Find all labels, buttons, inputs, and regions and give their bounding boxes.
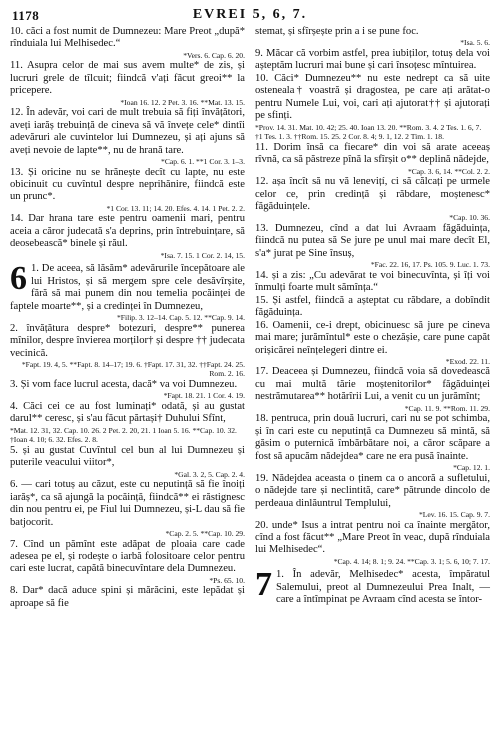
verse-6-4: 4. Căci cei ce au fost luminați* odată, și au gustat darul** ceresc, și s'au făcut părtași† Duhului Sfînt, — [10, 400, 245, 425]
cross-reference: *Cap. 12. 1. — [453, 463, 490, 473]
verse-6-13: 13. Dumnezeu, cînd a dat lui Avraam făgăduința, fiindcă nu putea să Se jure pe unul mai mare decît El, s'a* jurat pe Sine însuș, — [255, 222, 490, 259]
verse-6-1: 1. De aceea, să lăsăm* adevărurile începătoare ale lui Hristos, și să mergem spre cele desăvîrșite, fără să mai punem din nou temelia pocăinței de faptele moarte**, și a credinței în Dumnezeu, — [10, 263, 245, 312]
cross-reference: *Cap. 10. 36. — [449, 213, 490, 223]
verse-6-20: 20. unde* Isus a intrat pentru noi ca înainte mergător, cînd a fost făcut** „Mare Preot în veac, după rînduiala lui Melhisedec“. — [255, 519, 490, 556]
page-number: 1178 — [12, 8, 40, 23]
verse-5-12: 12. În adevăr, voi cari de mult trebuia să fiți învățători, aveți iarăș trebuință de cineva să vă învețe cele* dintîi adevăruri ale cuvintelor lui Dumnezeu, și ați ajuns să aveți nevoie de lapte**, nu de hrană tare. — [10, 107, 245, 156]
verse-6-18: 18. pentruca, prin două lucruri, cari nu se pot schimba, și în cari este cu neputință ca Dumnezeu să mintă, să găsim o puternică îmbărbătare noi, a căror scăpare a fost să apucăm nădejdea* care ne era pusă înainte. — [255, 413, 490, 462]
page-header — [10, 6, 490, 24]
cross-reference: *Exod. 22. 11. — [445, 356, 490, 366]
cross-reference: *Vers. 6. Cap. 6. 20. — [183, 50, 245, 60]
cross-reference: *Fapt. 19. 4, 5. **Fapt. 8. 14–17; 19. 6. †Fapt. 17. 31, 32. ††Fapt. 24. 25. Rom. 2. 16. — [21, 359, 245, 379]
verse-6-15: 15. Și astfel, fiindcă a așteptat cu răbdare, a dobîndit făgăduința. — [255, 294, 490, 319]
cross-reference: *Isa. 7. 15. 1 Cor. 2. 14, 15. — [160, 250, 245, 260]
cross-reference: *Cap. 4. 14; 8. 1; 9. 24. **Cap. 3. 1; 5. 6, 10; 7. 17. — [333, 556, 490, 566]
running-title: EVREI 5, 6, 7. — [192, 7, 308, 22]
verse-6-17: 17. Deaceea și Dumnezeu, fiindcă voia să dovedească cu mai multă tărie moștenitorilor* făgăduinței nestrămutarea** hotărîrii Lui, a venit cu un jurămînt; — [255, 366, 490, 403]
text-columns — [10, 26, 490, 610]
verse-6-10: 10. Căci* Dumnezeu** nu este nedrept ca să uite osteneala† voastră și dragostea, pe care ați arătat-o pentru Numele Lui, voi, cari ați ajutorat†† și ajutorați pe sfinți. — [255, 72, 490, 122]
verse-5-14: 14. Dar hrana tare este pentru oamenii mari, pentru aceia a căror judecată s'a deprins, prin întrebuințare, să deosebească* binele și răul. — [10, 213, 245, 250]
cross-reference: *Fapt. 18. 21. 1 Cor. 4. 19. — [163, 391, 245, 401]
cross-reference: *Ps. 65. 10. — [209, 575, 245, 585]
verse-6-8: 8. Dar* dacă aduce spini și mărăcini, este lepădat și aproape să fie — [10, 585, 245, 609]
cross-reference: *Fac. 22. 16, 17. Ps. 105. 9. Luc. 1. 73. — [370, 260, 490, 270]
cross-reference: *Cap. 11. 9. **Rom. 11. 29. — [404, 403, 490, 413]
right-column — [255, 26, 490, 610]
verse-6-14: 14. și a zis: „Cu adevărat te voi binecuvînta, și îți voi înmulți foarte mult sămînța.“ — [255, 269, 490, 294]
cross-reference: *1 Cor. 13. 11; 14. 20. Efes. 4. 14. 1 Pet. 2. 2. — [106, 203, 245, 213]
verse-6-16: 16. Oamenii, ce-i drept, obicinuesc să jure pe cineva mai mare; jurămîntul* este o chezășie, care pune capăt orișicărei neînțelegeri dintre ei. — [255, 319, 490, 356]
verse-6-19: 19. Nădejdea aceasta o ținem ca o ancoră a sufletului, o nădejde tare și neclintită, care* pătrunde dincolo de perdeaua dinlăuntrul Templului, — [255, 472, 490, 509]
cross-reference: *Lev. 16. 15. Cap. 9. 7. — [418, 510, 490, 519]
verse-6-12: 12. așa încît să nu vă lenevițí, ci să călcați pe urmele celor ce, prin credință și răbdare, moștenesc* făgăduințele. — [255, 176, 490, 212]
left-column — [10, 26, 245, 610]
verse-6-2: 2. învățătura despre* botezuri, despre** punerea mînilor, despre învierea morților† și despre †† judecata vecinică. — [10, 322, 245, 359]
cross-reference: *Prov. 14. 31. Mat. 10. 42; 25. 40. Ioan 13. 20. **Rom. 3. 4. 2 Tes. 1. 6, 7. †1 Tes. 1. 3. ††Rom. 15. 25. 2 Cor. 8. 4; 9. 1, 12. 2 Tim. 1. 18. — [255, 122, 482, 142]
chapter-number: 6 — [10, 260, 27, 298]
verse-6-3: 3. Și vom face lucrul acesta, dacă* va voi Dumnezeu. — [10, 378, 238, 390]
verse-5-10: 10. căci a fost numit de Dumnezeu: Mare Preot „după* rînduiala lui Melhisedec.“ — [10, 26, 245, 50]
cross-reference: *Gal. 3. 2, 5. Cap. 2. 4. — [174, 469, 245, 479]
verse-6-11: 11. Dorim însă ca fiecare* din voi să arate aceeaș rîvnă, ca să păstreze pînă la sfîrșit o** deplină nădejde, — [255, 141, 490, 166]
verse-6-5: 5. și au gustat Cuvîntul cel bun al lui Dumnezeu și puterile veacului viitor*, — [10, 444, 245, 469]
verse-6-6: 6. — cari totuș au căzut, este cu neputință să fie înoiți iarăș*, ca să ajungă la pocăință, fiindcă** ei răstignesc din nou pentru ei, pe Fiul lui Dumnezeu, și-L dau să fie batjocorit. — [10, 479, 245, 528]
verse-6-8-cont: stemat, și sfîrșește prin a i se pune foc. — [255, 26, 419, 37]
chapter-7-start — [255, 566, 490, 606]
chapter-number: 7 — [255, 566, 272, 604]
verse-6-9: 9. Măcar că vorbim astfel, prea iubiților, totuș dela voi așteptăm lucruri mai bune și cari însoțesc mîntuirea. — [255, 47, 490, 72]
cross-reference: *Cap. 6. 1. **1 Cor. 3. 1–3. — [161, 157, 245, 167]
cross-reference: *Ioan 16. 12. 2 Pet. 3. 16. **Mat. 13. 15. — [120, 97, 245, 107]
chapter-6-start — [10, 260, 245, 313]
verse-7-1: 1. În adevăr, Melhisedec* acesta, împăratul Salemului, preot al Dumnezeului Prea Inalt, — care a întîmpinat pe Avraam cînd acesta se întor- — [276, 569, 490, 606]
cross-reference: *Isa. 5. 6. — [460, 38, 490, 48]
verse-5-11: 11. Asupra celor de mai sus avem multe* de zis, și lucruri grele de tîlcuit; fiindcă v'ați făcut greoi** la pricepere. — [10, 60, 245, 97]
verse-5-13: 13. Și oricine nu se hrănește decît cu lapte, nu este obicinuit cu cuvîntul despre neprihănire, fiindcă este un prunc*. — [10, 166, 245, 203]
cross-reference: *Mat. 12. 31, 32. Cap. 10. 26. 2 Pet. 2. 20, 21. 1 Ioan 5. 16. **Cap. 10. 32. †Ioan 4. 10; 6. 32. Efes. 2. 8. — [10, 425, 237, 445]
verse-6-7: 7. Cînd un pămînt este adăpat de ploaia care cade adesea pe el, și rodește o iarbă folositoare celor pentru cari este lucrat, capătă binecuvîntare dela Dumnezeu. — [10, 538, 245, 575]
cross-reference: *Filip. 3. 12–14. Cap. 5. 12. **Cap. 9. 14. — [116, 313, 245, 323]
cross-reference: *Cap. 3. 6, 14. **Col. 2. 2. — [407, 166, 490, 176]
cross-reference: *Cap. 2. 5. **Cap. 10. 29. — [165, 529, 245, 539]
